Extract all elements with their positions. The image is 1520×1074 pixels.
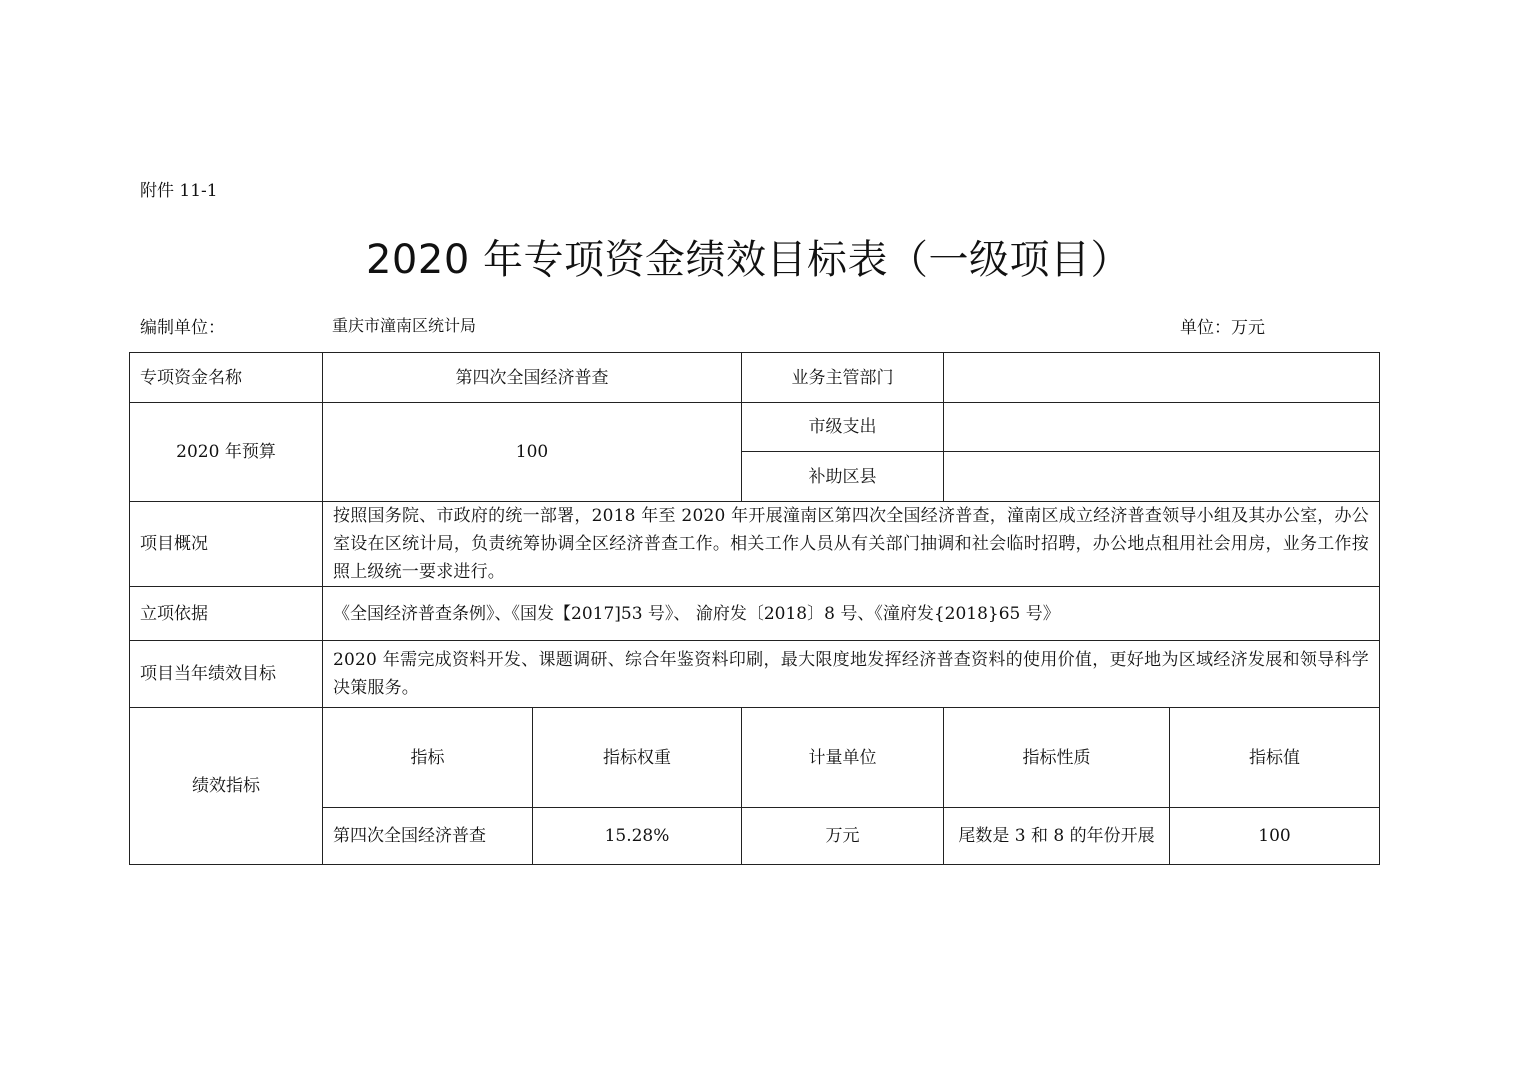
indicator-header-nature: 指标性质 xyxy=(944,708,1170,808)
indicator-header-weight: 指标权重 xyxy=(533,708,742,808)
performance-target-table xyxy=(129,352,1380,865)
budget-value: 100 xyxy=(323,403,742,502)
city-expense-value xyxy=(944,403,1380,452)
fund-name-value: 第四次全国经济普查 xyxy=(323,353,742,403)
basis-text: 《全国经济普查条例》、《国发【2017]53 号》、 渝府发〔2018〕8 号、《潼府发{2018}65 号》 xyxy=(323,587,1380,641)
indicator-weight: 15.28% xyxy=(533,808,742,865)
goal-text: 2020 年需完成资料开发、课题调研、综合年鉴资料印刷，最大限度地发挥经济普查资料的使用价值，更好地为区域经济发展和领导科学决策服务。 xyxy=(323,641,1380,708)
indicator-header-name: 指标 xyxy=(323,708,533,808)
basis-label: 立项依据 xyxy=(130,587,323,641)
indicator-nature: 尾数是 3 和 8 的年份开展 xyxy=(944,808,1170,865)
goal-label: 项目当年绩效目标 xyxy=(130,641,323,708)
org-name: 重庆市潼南区统计局 xyxy=(332,316,477,335)
indicator-header-value: 指标值 xyxy=(1170,708,1380,808)
dept-label: 业务主管部门 xyxy=(742,353,944,403)
city-expense-label: 市级支出 xyxy=(742,403,944,452)
org-label: 编制单位： xyxy=(140,318,225,338)
overview-text: 按照国务院、市政府的统一部署，2018 年至 2020 年开展潼南区第四次全国经济普查，潼南区成立经济普查领导小组及其办公室，办公室设在区统计局，负责统筹协调全区经济普查工作。相关工作人员从有关部门抽调和社会临时招聘，办公地点租用社会用房，业务工作按照上级统一要求进行。 xyxy=(323,502,1380,587)
indicator-header-unit: 计量单位 xyxy=(742,708,944,808)
indicator-unit: 万元 xyxy=(742,808,944,865)
indicator-name: 第四次全国经济普查 xyxy=(323,808,533,865)
fund-name-label: 专项资金名称 xyxy=(130,353,323,403)
subsidy-value xyxy=(944,452,1380,502)
document-title: 2020 年专项资金绩效目标表（一级项目） xyxy=(365,237,1131,283)
indicator-section-label: 绩效指标 xyxy=(130,708,323,865)
subsidy-label: 补助区县 xyxy=(742,452,944,502)
dept-value xyxy=(944,353,1380,403)
unit-label: 单位：万元 xyxy=(1180,318,1265,338)
indicator-value: 100 xyxy=(1170,808,1380,865)
budget-label: 2020 年预算 xyxy=(130,403,323,502)
attachment-number: 附件 11-1 xyxy=(140,181,218,201)
overview-label: 项目概况 xyxy=(130,502,323,587)
